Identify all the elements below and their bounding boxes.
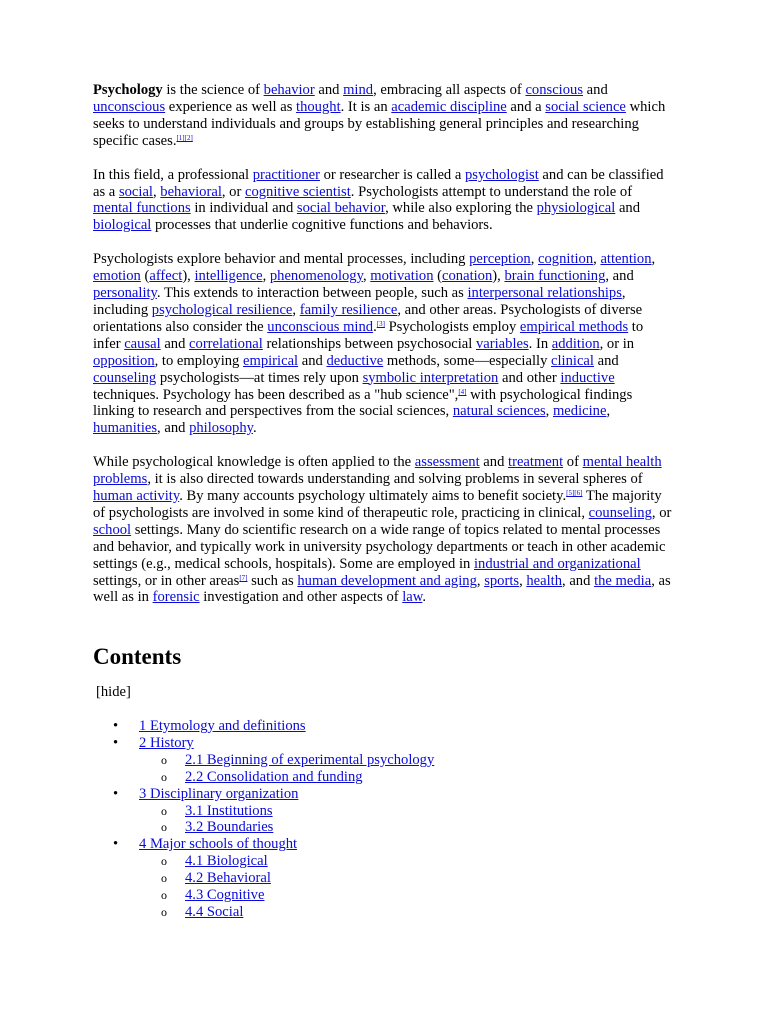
circle-bullet-icon: o <box>161 820 167 835</box>
link-inductive[interactable]: inductive <box>560 369 615 386</box>
paragraph-field: In this field, a professional practitioner or researcher is called a psychologist and can be classified as a social, behavioral, or cognitive scientist. Psychologists attempt to understand the role of mental functions in individual and social behavior, while also exploring the physiological and biological processes that underlie cognitive functions and behaviors. <box>93 166 664 234</box>
toc-link-etymology[interactable]: 1 Etymology and definitions <box>139 718 306 734</box>
link-mental-functions[interactable]: mental functions <box>93 200 191 217</box>
link-forensic[interactable]: forensic <box>152 589 200 606</box>
link-psychological-resilience[interactable]: psychological resilience <box>151 301 293 318</box>
contents-heading: Contents <box>93 644 182 669</box>
link-social-science[interactable]: social science <box>545 98 626 115</box>
link-assessment[interactable]: assessment <box>414 454 480 471</box>
table-of-contents <box>93 718 593 921</box>
link-symbolic-interpretation[interactable]: symbolic interpretation <box>362 369 499 386</box>
link-philosophy[interactable]: philosophy <box>189 420 253 437</box>
link-human-activity[interactable]: human activity <box>93 488 180 505</box>
link-deductive[interactable]: deductive <box>326 352 384 369</box>
toc-link-disciplinary[interactable]: 3 Disciplinary organization <box>139 785 299 802</box>
toc-link-cognitive[interactable]: 4.3 Cognitive <box>185 887 265 904</box>
link-social-behavior[interactable]: social behavior <box>296 200 386 217</box>
circle-bullet-icon: o <box>161 871 167 886</box>
link-the-media[interactable]: the media <box>594 572 652 589</box>
circle-bullet-icon: o <box>161 904 167 919</box>
link-causal[interactable]: causal <box>124 335 161 352</box>
link-unconscious-mind[interactable]: unconscious mind <box>267 318 374 335</box>
toc-link-experimental[interactable]: 2.1 Beginning of experimental psychology <box>185 751 435 768</box>
citation-5-6[interactable]: [5][6] <box>566 489 583 498</box>
link-school[interactable]: school <box>93 521 132 538</box>
paragraph-explore: Psychologists explore behavior and mental processes, including perception, cognition, attention, emotion (affect), intelligence, phenomenology, motivation (conation), brain functioning, and personality. This extends to interaction between people, such as interpersonal relationships, including psychological resilience, family resilience, and other areas. Psychologists of diverse orientations also consider the unconscious mind.[3] Psychologists employ empirical methods to infer causal and correlational relationships between psychosocial variables. In addition, or in opposition, to employing empirical and deductive methods, some—especially clinical and counseling psychologists—at times rely upon symbolic interpretation and other inductive techniques. Psychology has been described as a "hub science",[4] with psychological findings linking to research and perspectives from the social sciences, natural sciences, medicine, humanities, and philosophy. <box>93 251 656 437</box>
toc-item <box>93 718 593 735</box>
toc-subitem <box>93 853 593 870</box>
bullet-icon: • <box>113 734 119 751</box>
link-family-resilience[interactable]: family resilience <box>299 301 398 318</box>
circle-bullet-icon: o <box>161 854 167 869</box>
circle-bullet-icon: o <box>161 769 167 784</box>
link-humanities[interactable]: humanities <box>93 420 158 437</box>
link-mental-health[interactable]: mental health <box>582 454 662 471</box>
link-problems[interactable]: problems <box>93 471 148 488</box>
link-treatment[interactable]: treatment <box>508 454 564 471</box>
link-motivation[interactable]: motivation <box>370 268 434 285</box>
link-perception[interactable]: perception <box>469 251 531 268</box>
toc-link-schools[interactable]: 4 Major schools of thought <box>139 836 298 853</box>
link-cognitive-scientist[interactable]: cognitive scientist <box>244 183 351 200</box>
link-social[interactable]: social <box>118 183 153 200</box>
link-brain-functioning[interactable]: brain functioning <box>504 268 606 285</box>
link-behavior[interactable]: behavior <box>263 82 315 98</box>
circle-bullet-icon: o <box>161 888 167 903</box>
link-attention[interactable]: attention <box>600 251 652 268</box>
link-empirical[interactable]: empirical <box>243 352 299 369</box>
toc-subitem <box>93 752 593 769</box>
link-unconscious[interactable]: unconscious <box>93 98 166 115</box>
link-health[interactable]: health <box>526 572 563 589</box>
toc-link-social[interactable]: 4.4 Social <box>185 903 244 920</box>
link-conscious[interactable]: conscious <box>525 82 584 98</box>
link-industrial-organizational[interactable]: industrial and organizational <box>473 555 641 572</box>
link-correlational[interactable]: correlational <box>189 335 263 352</box>
link-medicine[interactable]: medicine <box>552 403 607 420</box>
toc-link-behavioral[interactable]: 4.2 Behavioral <box>185 870 271 887</box>
toc-subitem <box>93 870 593 887</box>
circle-bullet-icon: o <box>161 752 167 767</box>
link-human-development-aging[interactable]: human development and aging <box>297 572 477 589</box>
link-behavioral[interactable]: behavioral <box>160 183 222 200</box>
link-mind[interactable]: mind <box>343 82 374 98</box>
bullet-icon: • <box>113 785 119 802</box>
link-empirical-methods[interactable]: empirical methods <box>519 318 629 335</box>
toc-subitem <box>93 803 593 820</box>
link-cognition[interactable]: cognition <box>538 251 594 268</box>
link-sports[interactable]: sports <box>484 572 520 589</box>
toc-link-biological[interactable]: 4.1 Biological <box>185 853 268 870</box>
citation-4[interactable]: [4] <box>458 387 467 396</box>
link-biological[interactable]: biological <box>93 217 152 234</box>
toc-link-history[interactable]: 2 History <box>139 734 194 751</box>
toc-subitem <box>93 887 593 904</box>
citation-3[interactable]: [3] <box>376 319 385 328</box>
hide-toggle[interactable]: [hide] <box>96 684 131 700</box>
link-conation[interactable]: conation <box>442 268 493 285</box>
term-bold: Psychology <box>93 82 163 98</box>
toc-link-consolidation[interactable]: 2.2 Consolidation and funding <box>185 768 363 785</box>
toc-item <box>93 836 593 921</box>
link-interpersonal-relationships[interactable]: interpersonal relationships <box>467 285 622 302</box>
link-clinical[interactable]: clinical <box>551 352 594 369</box>
link-practitioner[interactable]: practitioner <box>252 166 320 183</box>
toc-item <box>93 735 593 786</box>
link-counseling[interactable]: counseling <box>93 369 157 386</box>
article-body <box>93 82 673 920</box>
link-phenomenology[interactable]: phenomenology <box>269 268 363 285</box>
bullet-icon: • <box>113 718 119 734</box>
toc-link-institutions[interactable]: 3.1 Institutions <box>185 802 273 819</box>
citation-1-2[interactable]: [1][2] <box>176 133 193 142</box>
link-emotion[interactable]: emotion <box>93 268 141 285</box>
link-addition[interactable]: addition <box>551 335 600 352</box>
link-natural-sciences[interactable]: natural sciences <box>452 403 546 420</box>
toc-subitem <box>93 904 593 921</box>
link-psychologist[interactable]: psychologist <box>465 166 539 183</box>
paragraph-applications: While psychological knowledge is often applied to the assessment and treatment of mental health problems, it is also directed towards understanding and solving problems in several spheres of human activity. By many accounts psychology ultimately aims to benefit society.[5][6] The majority of psychologists are involved in some kind of therapeutic role, practicing in clinical, counseling, or school settings. Many do scientific research on a wide range of topics related to mental processes and behavior, and typically work in university psychology departments or teach in other academic settings (e.g., medical schools, hospitals). Some are employed in industrial and organizational settings, or in other areas[7] such as human development and aging, sports, health, and the media, as well as in forensic investigation and other aspects of law. <box>93 454 672 606</box>
link-thought[interactable]: thought <box>296 98 341 115</box>
toc-link-boundaries[interactable]: 3.2 Boundaries <box>185 819 274 836</box>
link-affect[interactable]: affect <box>149 268 183 285</box>
toc-item <box>93 786 593 837</box>
link-counseling-2[interactable]: counseling <box>588 504 652 521</box>
citation-7[interactable]: [7] <box>239 573 248 582</box>
link-opposition[interactable]: opposition <box>93 352 155 369</box>
bullet-icon: • <box>113 836 119 853</box>
link-intelligence[interactable]: intelligence <box>194 268 263 285</box>
link-law[interactable]: law <box>402 589 423 606</box>
paragraph-intro: Psychology is the science of behavior and mind, embracing all aspects of conscious and unconscious experience as well as thought. It is an academic discipline and a social science which seeks to understand individuals and groups by establishing general principles and researching specific cases.[1][2] <box>93 82 666 149</box>
toc-subitem <box>93 819 593 836</box>
toc-subitem <box>93 769 593 786</box>
link-personality[interactable]: personality <box>93 285 157 302</box>
link-academic-discipline[interactable]: academic discipline <box>391 98 507 115</box>
circle-bullet-icon: o <box>161 803 167 818</box>
link-variables[interactable]: variables <box>475 335 529 352</box>
link-physiological[interactable]: physiological <box>536 200 616 217</box>
